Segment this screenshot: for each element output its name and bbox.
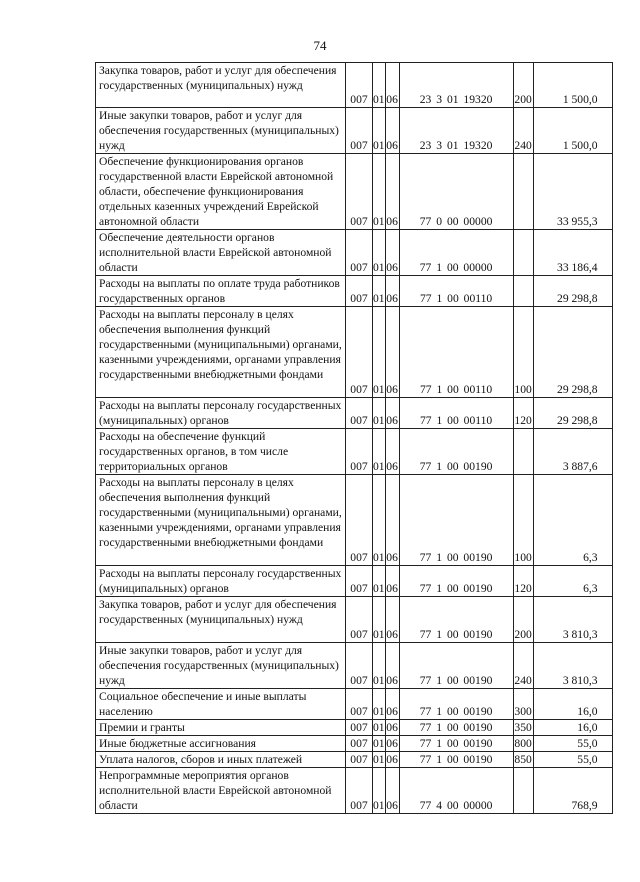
row-target-code: 77 1 00 00110: [399, 307, 513, 398]
row-ministry-code: 007: [346, 643, 373, 689]
table-body: [96, 63, 613, 814]
row-name: Расходы на выплаты персоналу государственных (муниципальных) органов: [96, 566, 346, 597]
row-ministry-code: 007: [346, 475, 373, 566]
table-row: [96, 63, 613, 108]
row-section-code: 01: [373, 566, 386, 597]
row-expense-type: 350: [514, 721, 532, 734]
table-row: [96, 597, 613, 643]
row-expense-type: 850: [514, 753, 532, 766]
table-row: [96, 108, 613, 154]
row-expense-type: [513, 154, 533, 230]
row-target-code: 77 1 00 00000: [399, 230, 513, 276]
row-subsection-code: 06: [385, 230, 399, 276]
row-subsection-code: 06: [385, 475, 399, 566]
row-expense-type: 240: [513, 108, 533, 154]
row-ministry-code: 007: [346, 398, 373, 429]
row-subsection-code: 06: [385, 63, 399, 108]
row-name: Обеспечение функционирования органов государственной власти Еврейской автономной области, обеспечение функционирования отдельных казенных учреждений Еврейской автономной области: [96, 154, 346, 230]
row-amount: 6,3: [533, 475, 612, 566]
table-row: [96, 307, 613, 398]
table-row: [96, 720, 613, 736]
row-subsection-code: 06: [385, 566, 399, 597]
row-subsection-code: 06: [385, 689, 399, 720]
row-target-code: 77 1 00 00190: [399, 597, 513, 643]
row-amount: 29 298,8: [533, 276, 612, 307]
row-name: Расходы на обеспечение функций государственных органов, в том числе территориальных органов: [96, 429, 346, 475]
row-amount: 3 810,3: [533, 643, 612, 689]
row-ministry-code: 007: [346, 566, 373, 597]
row-target-code: 23 3 01 19320: [399, 63, 513, 108]
row-amount: 29 298,8: [533, 398, 612, 429]
row-amount: 16,0: [533, 689, 612, 720]
row-target-code: 77 0 00 00000: [399, 154, 513, 230]
table-row: [96, 643, 613, 689]
row-subsection-code: 06: [385, 398, 399, 429]
row-amount: 16,0: [533, 720, 612, 736]
row-expense-type: [513, 230, 533, 276]
row-ministry-code: 007: [346, 108, 373, 154]
row-subsection-code: 06: [386, 753, 398, 766]
row-ministry-code: 007: [346, 597, 373, 643]
row-ministry-code: 007: [346, 689, 373, 720]
row-expense-type: [513, 429, 533, 475]
row-ministry-code: 007: [346, 63, 373, 108]
row-subsection-code: 06: [385, 597, 399, 643]
row-target-code: 77 1 00 00190: [399, 475, 513, 566]
row-section-code: 01: [373, 597, 386, 643]
row-section-code: 01: [373, 768, 386, 814]
row-subsection-code: 06: [385, 276, 399, 307]
row-name: Иные закупки товаров, работ и услуг для обеспечения государственных (муниципальных) нужд: [96, 108, 346, 154]
row-target-code: 77 1 00 00190: [399, 720, 513, 736]
table-row: [96, 752, 613, 768]
row-expense-type: 300: [513, 689, 533, 720]
row-amount: 33 955,3: [533, 154, 612, 230]
budget-table: [95, 62, 613, 814]
table-row: [96, 230, 613, 276]
row-amount: 55,0: [533, 752, 612, 768]
row-name: Премии и гранты: [96, 720, 346, 736]
row-name: Иные закупки товаров, работ и услуг для обеспечения государственных (муниципальных) нужд: [96, 643, 346, 689]
row-target-code: 77 1 00 00190: [399, 643, 513, 689]
row-name: Расходы на выплаты персоналу государственных (муниципальных) органов: [96, 398, 346, 429]
row-ministry-code: 007: [346, 720, 373, 736]
row-name: Обеспечение деятельности органов исполнительной власти Еврейской автономной области: [96, 230, 346, 276]
row-name: Уплата налогов, сборов и иных платежей: [96, 752, 346, 768]
row-subsection-code: 06: [385, 307, 399, 398]
row-section-code: 01: [373, 307, 386, 398]
row-target-code: 77 1 00 00190: [399, 752, 513, 768]
row-name: Закупка товаров, работ и услуг для обеспечения государственных (муниципальных) нужд: [96, 63, 346, 108]
row-ministry-code: 007: [346, 429, 373, 475]
row-target-code: 77 1 00 00190: [399, 689, 513, 720]
row-target-code: 77 1 00 00190: [399, 566, 513, 597]
row-target-code: 77 1 00 00110: [399, 276, 513, 307]
row-subsection-code: 06: [386, 721, 398, 734]
row-ministry-code: 007: [346, 768, 373, 814]
table-row: [96, 429, 613, 475]
row-amount: 33 186,4: [533, 230, 612, 276]
row-target-code: 77 4 00 00000: [399, 768, 513, 814]
row-section-code: 01: [373, 737, 385, 750]
row-subsection-code: 06: [386, 737, 398, 750]
row-amount: 1 500,0: [533, 63, 612, 108]
row-subsection-code: 06: [385, 429, 399, 475]
row-name: Расходы на выплаты по оплате труда работников государственных органов: [96, 276, 346, 307]
table-row: [96, 154, 613, 230]
row-target-code: 77 1 00 00190: [399, 429, 513, 475]
row-ministry-code: 007: [346, 154, 373, 230]
row-subsection-code: 06: [385, 768, 399, 814]
row-section-code: 01: [373, 689, 386, 720]
row-amount: 768,9: [533, 768, 612, 814]
row-expense-type: 120: [513, 566, 533, 597]
table-row: [96, 689, 613, 720]
row-amount: 3 810,3: [533, 597, 612, 643]
row-section-code: 01: [373, 721, 385, 734]
row-section-code: 01: [373, 753, 385, 766]
page-number: 74: [313, 38, 327, 53]
row-section-code: 01: [373, 230, 386, 276]
row-ministry-code: 007: [346, 736, 373, 752]
row-expense-type: 120: [513, 398, 533, 429]
row-name: Расходы на выплаты персоналу в целях обеспечения выполнения функций государственными (муниципальными) органами, казенными учреждениями, органами управления государственными внебюджетными фондами: [96, 475, 346, 566]
row-expense-type: [513, 276, 533, 307]
row-section-code: 01: [373, 154, 386, 230]
row-expense-type: 800: [514, 737, 532, 750]
row-ministry-code: 007: [346, 307, 373, 398]
row-section-code: 01: [373, 108, 386, 154]
row-section-code: 01: [373, 276, 386, 307]
row-name: Расходы на выплаты персоналу в целях обеспечения выполнения функций государственными (муниципальными) органами, казенными учреждениями, органами управления государственными внебюджетными фондами: [96, 307, 346, 398]
table-row: [96, 276, 613, 307]
row-name: Закупка товаров, работ и услуг для обеспечения государственных (муниципальных) нужд: [96, 597, 346, 643]
row-amount: 29 298,8: [533, 307, 612, 398]
row-expense-type: 200: [513, 597, 533, 643]
row-section-code: 01: [373, 475, 386, 566]
table-row: [96, 768, 613, 814]
row-expense-type: 240: [513, 643, 533, 689]
row-target-code: 77 1 00 00110: [399, 398, 513, 429]
table-row: [96, 566, 613, 597]
table-row: [96, 736, 613, 752]
row-expense-type: 100: [513, 475, 533, 566]
table-row: [96, 398, 613, 429]
row-ministry-code: 007: [346, 276, 373, 307]
row-target-code: 23 3 01 19320: [399, 108, 513, 154]
row-section-code: 01: [373, 643, 386, 689]
row-name: Социальное обеспечение и иные выплаты населению: [96, 689, 346, 720]
row-ministry-code: 007: [346, 752, 373, 768]
row-amount: 3 887,6: [533, 429, 612, 475]
row-name: Иные бюджетные ассигнования: [96, 736, 346, 752]
row-amount: 6,3: [533, 566, 612, 597]
row-section-code: 01: [373, 429, 386, 475]
row-section-code: 01: [373, 63, 386, 108]
row-subsection-code: 06: [385, 154, 399, 230]
row-target-code: 77 1 00 00190: [399, 736, 513, 752]
table-row: [96, 475, 613, 566]
row-subsection-code: 06: [385, 108, 399, 154]
row-section-code: 01: [373, 398, 386, 429]
row-amount: 1 500,0: [533, 108, 612, 154]
row-expense-type: 200: [513, 63, 533, 108]
row-subsection-code: 06: [385, 643, 399, 689]
row-name: Непрограммные мероприятия органов исполнительной власти Еврейской автономной области: [96, 768, 346, 814]
row-amount: 55,0: [533, 736, 612, 752]
row-ministry-code: 007: [346, 230, 373, 276]
row-expense-type: 100: [513, 307, 533, 398]
row-expense-type: [513, 768, 533, 814]
